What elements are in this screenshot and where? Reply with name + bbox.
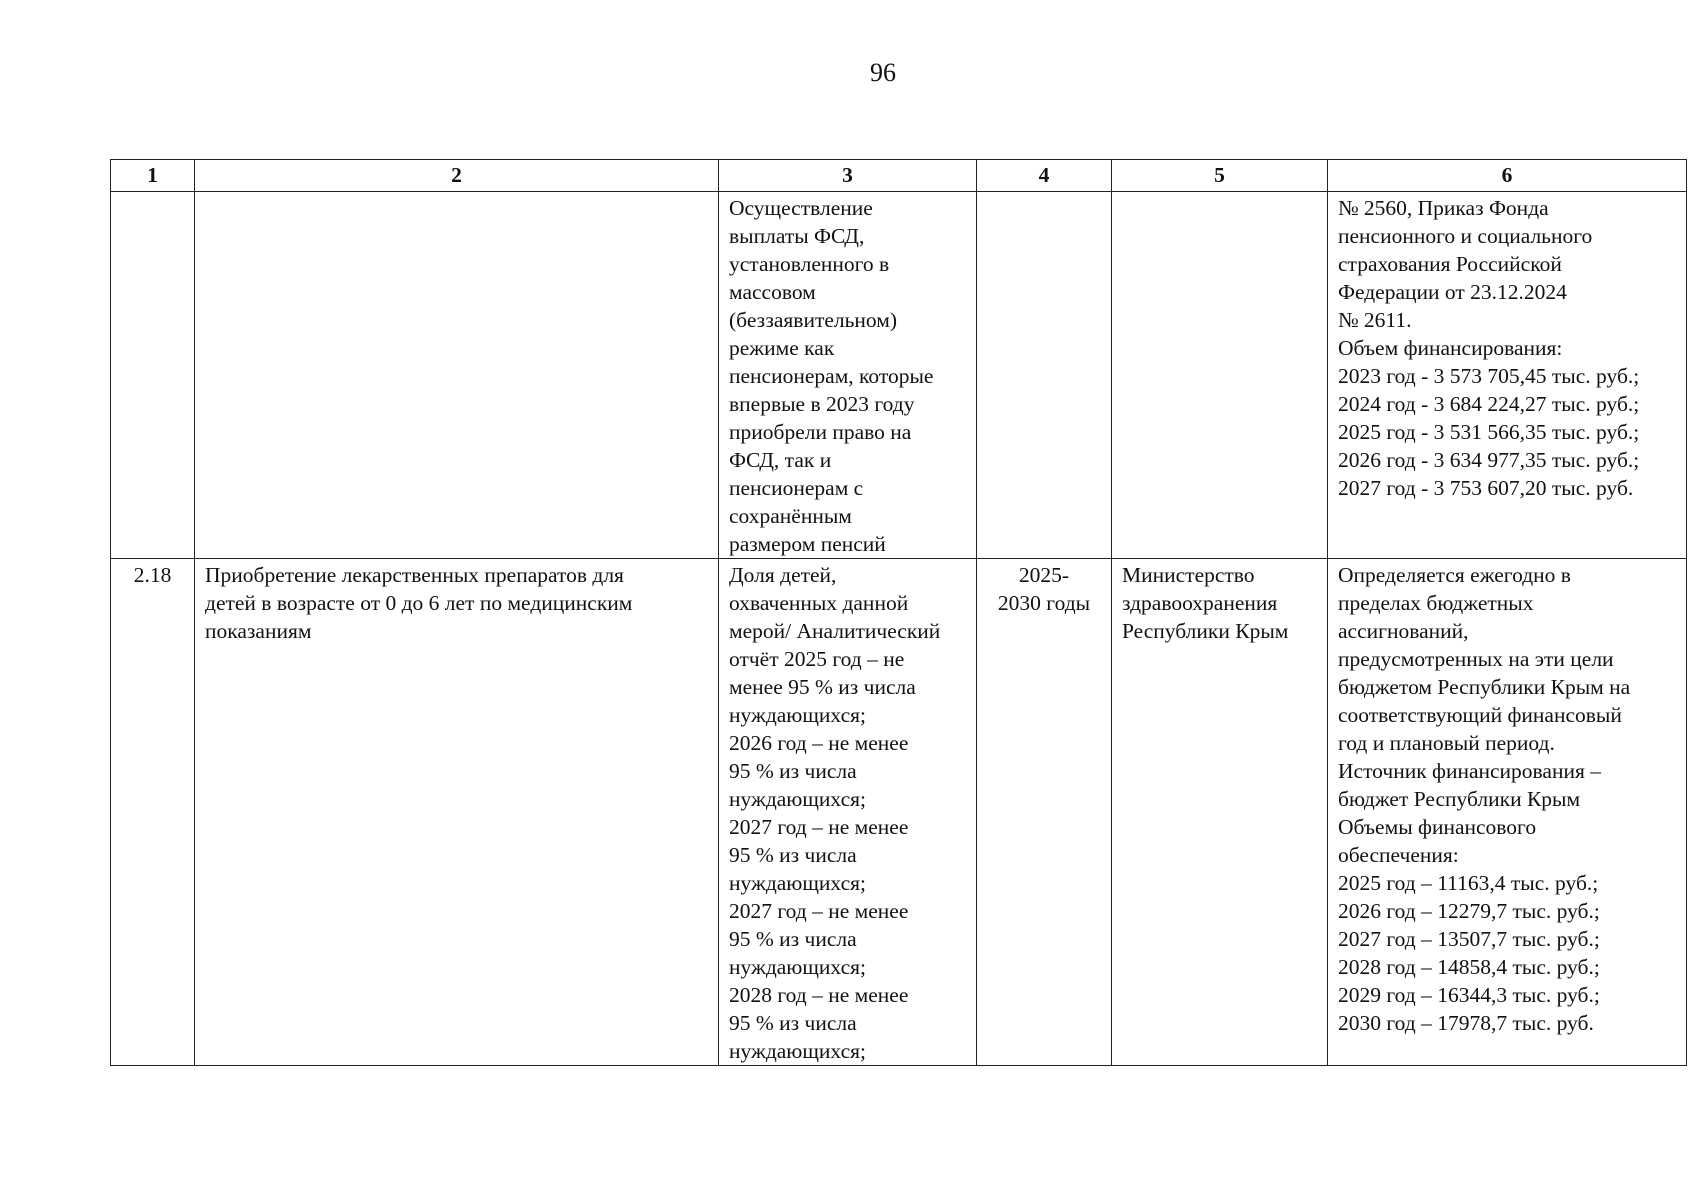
text-line: Министерство [1122, 563, 1255, 587]
text-line: 2027 год - 3 753 607,20 тыс. руб. [1338, 476, 1634, 500]
text-line: 2023 год - 3 573 705,45 тыс. руб.; [1338, 364, 1640, 388]
cell-period [977, 192, 1112, 559]
text-line: 2024 год - 3 684 224,27 тыс. руб.; [1338, 392, 1640, 416]
cell-number: 2.18 [111, 559, 195, 1066]
text-line: 2025- [1018, 563, 1070, 587]
cell-indicator [719, 559, 977, 1066]
text-line: выплаты ФСД, [729, 224, 865, 248]
text-line: массовом [729, 280, 816, 304]
text-line: 2026 год – не менее [729, 731, 909, 755]
text-line: 2027 год – 13507,7 тыс. руб.; [1338, 927, 1600, 951]
text-line: 2028 год – не менее [729, 983, 909, 1007]
text-line: 2028 год – 14858,4 тыс. руб.; [1338, 955, 1600, 979]
text-line: Федерации от 23.12.2024 [1338, 280, 1567, 304]
text-line: бюджетом Республики Крым на [1338, 675, 1631, 699]
cell-measure [195, 559, 719, 1066]
text-line: 2030 годы [997, 591, 1091, 615]
header-col-6: 6 [1328, 160, 1687, 192]
text-line: Республики Крым [1122, 619, 1289, 643]
text-line: Объем финансирования: [1338, 336, 1563, 360]
text-line: бюджет Республики Крым [1338, 787, 1581, 811]
text-line: 2029 год – 16344,3 тыс. руб.; [1338, 983, 1600, 1007]
text-line: 2027 год – не менее [729, 899, 909, 923]
header-col-5: 5 [1112, 160, 1328, 192]
text-line: 2025 год – 11163,4 тыс. руб.; [1338, 871, 1599, 895]
text-line: нуждающихся; [729, 1039, 866, 1063]
text-line: отчёт 2025 год – не [729, 647, 905, 671]
text-line: пределах бюджетных [1338, 591, 1534, 615]
cell-financing [1328, 559, 1687, 1066]
cell-number [111, 192, 195, 559]
table-row-continuation [111, 192, 1687, 559]
text-line: 2026 год - 3 634 977,35 тыс. руб.; [1338, 448, 1640, 472]
text-line: Источник финансирования – [1338, 759, 1601, 783]
text-line: ассигнований, [1338, 619, 1469, 643]
text-line: 2027 год – не менее [729, 815, 909, 839]
text-line: Доля детей, [729, 563, 837, 587]
text-line: год и плановый период. [1338, 731, 1555, 755]
header-col-2: 2 [195, 160, 719, 192]
cell-period [977, 559, 1112, 1066]
cell-indicator [719, 192, 977, 559]
text-line: пенсионерам с [729, 476, 864, 500]
cell-responsible [1112, 192, 1328, 559]
text-line: детей в возрасте от 0 до 6 лет по медицинским [205, 591, 633, 615]
text-line: режиме как [729, 336, 835, 360]
text-line: обеспечения: [1338, 843, 1459, 867]
header-col-1: 1 [111, 160, 195, 192]
text-line: 95 % из числа [729, 1011, 857, 1035]
text-line: предусмотренных на эти цели [1338, 647, 1614, 671]
text-line: № 2611. [1338, 308, 1412, 332]
text-line: показаниям [205, 619, 312, 643]
text-line: приобрели право на [729, 420, 912, 444]
text-line: размером пенсий [729, 532, 886, 556]
text-line: впервые в 2023 году [729, 392, 915, 416]
text-line: 95 % из числа [729, 927, 857, 951]
header-col-3: 3 [719, 160, 977, 192]
text-line: 2026 год – 12279,7 тыс. руб.; [1338, 899, 1600, 923]
text-line: нуждающихся; [729, 955, 866, 979]
text-line: здравоохранения [1122, 591, 1278, 615]
text-line: Приобретение лекарственных препаратов для [205, 563, 624, 587]
header-col-4: 4 [977, 160, 1112, 192]
table-row-2-18 [111, 559, 1687, 1066]
text-line: сохранённым [729, 504, 852, 528]
text-line: пенсионного и социального [1338, 224, 1593, 248]
text-line: соответствующий финансовый [1338, 703, 1622, 727]
text-line: Осуществление [729, 196, 873, 220]
text-line: нуждающихся; [729, 787, 866, 811]
text-line: менее 95 % из числа [729, 675, 916, 699]
cell-financing [1328, 192, 1687, 559]
text-line: страхования Российской [1338, 252, 1562, 276]
text-line: Объемы финансового [1338, 815, 1537, 839]
text-line: нуждающихся; [729, 703, 866, 727]
text-line: нуждающихся; [729, 871, 866, 895]
cell-responsible [1112, 559, 1328, 1066]
text-line: 95 % из числа [729, 843, 857, 867]
text-line: 2030 год – 17978,7 тыс. руб. [1338, 1011, 1594, 1035]
header-row [111, 160, 1687, 192]
text-line: 95 % из числа [729, 759, 857, 783]
text-line: пенсионерам, которые [729, 364, 934, 388]
text-line: охваченных данной [729, 591, 909, 615]
cell-measure [195, 192, 719, 559]
text-line: № 2560, Приказ Фонда [1338, 196, 1549, 220]
page-number: 96 [870, 58, 896, 87]
text-line: Определяется ежегодно в [1338, 563, 1571, 587]
text-line: мерой/ Аналитический [729, 619, 941, 643]
text-line: (беззаявительном) [729, 308, 898, 332]
text-line: ФСД, так и [729, 448, 832, 472]
text-line: установленного в [729, 252, 890, 276]
program-table [110, 159, 1687, 1066]
text-line: 2025 год - 3 531 566,35 тыс. руб.; [1338, 420, 1640, 444]
